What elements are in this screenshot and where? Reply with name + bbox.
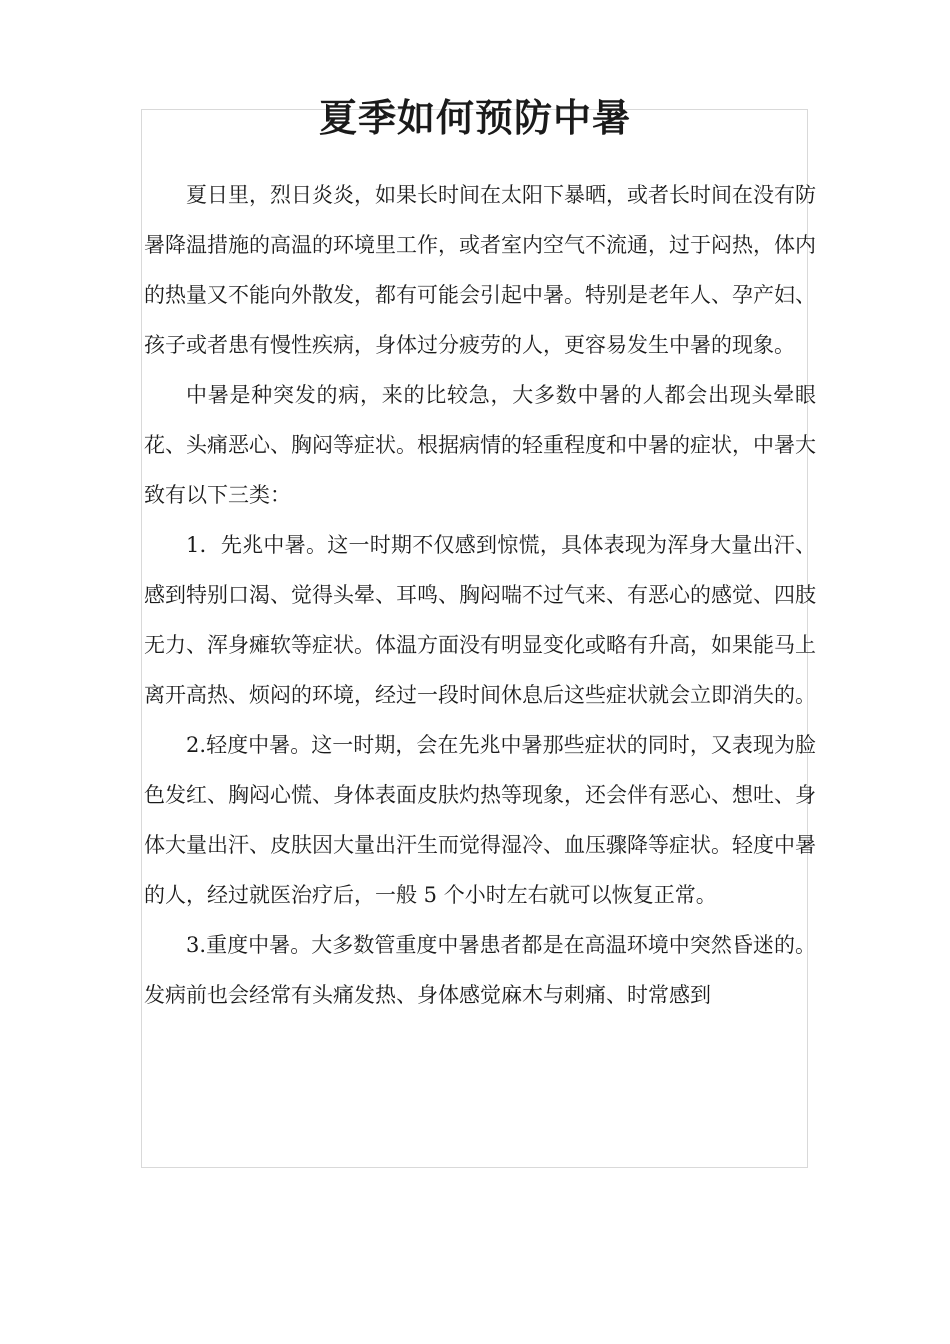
paragraph-type-1: 1．先兆中暑。这一时期不仅感到惊慌，具体表现为浑身大量出汗、感到特别口渴、觉得头晕、耳鸣、胸闷喘不过气来、有恶心的感觉、四肢无力、浑身瘫软等症状。体温方面没有明显变化或略有升高，如果能马上离开高热、烦闷的环境，经过一段时间休息后这些症状就会立即消失的。 <box>144 533 816 707</box>
document-body <box>144 170 816 1020</box>
paragraph-intro: 夏日里，烈日炎炎，如果长时间在太阳下暴晒，或者长时间在没有防暑降温措施的高温的环境里工作，或者室内空气不流通，过于闷热，体内的热量又不能向外散发，都有可能会引起中暑。特别是老年人、孕产妇、孩子或者患有慢性疾病，身体过分疲劳的人，更容易发生中暑的现象。 <box>144 183 816 357</box>
paragraph-type-2: 2.轻度中暑。这一时期，会在先兆中暑那些症状的同时，又表现为脸色发红、胸闷心慌、身体表面皮肤灼热等现象，还会伴有恶心、想吐、身体大量出汗、皮肤因大量出汗生而觉得湿冷、血压骤降等症状。轻度中暑的人，经过就医治疗后，一般 5 个小时左右就可以恢复正常。 <box>144 733 816 907</box>
paragraph-type-3: 3.重度中暑。大多数管重度中暑患者都是在高温环境中突然昏迷的。发病前也会经常有头痛发热、身体感觉麻木与刺痛、时常感到 <box>144 933 816 1007</box>
paragraph-overview: 中暑是种突发的病，来的比较急，大多数中暑的人都会出现头晕眼花、头痛恶心、胸闷等症状。根据病情的轻重程度和中暑的症状，中暑大致有以下三类： <box>144 383 816 507</box>
document-title: 夏季如何预防中暑 <box>318 95 631 140</box>
